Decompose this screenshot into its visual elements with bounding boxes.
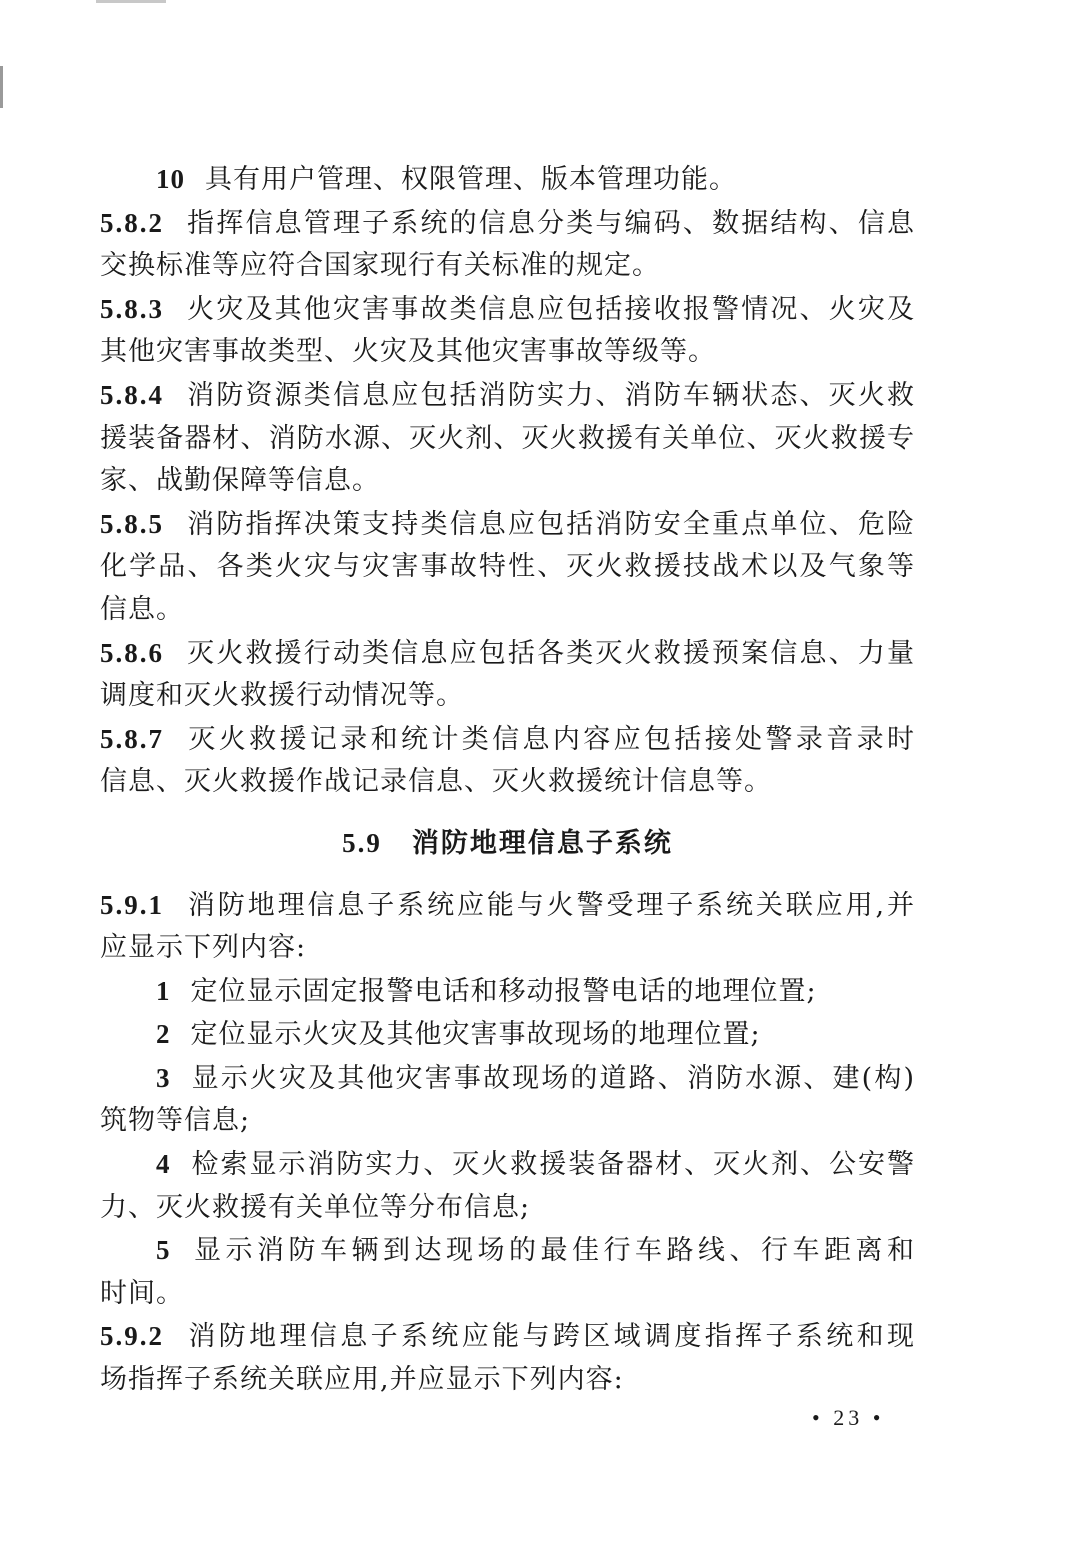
- clause-number: 5.9.2: [100, 1321, 164, 1352]
- clause-text: 交换标准等应符合国家现行有关标准的规定。: [100, 250, 660, 282]
- item-text: 力、灭火救援有关单位等分布信息;: [100, 1191, 531, 1223]
- clause-5-8-7: [100, 718, 915, 804]
- clause-text: 灭火救援记录和统计类信息内容应包括接处警录音录时: [186, 723, 915, 755]
- clause-text: 消防地理信息子系统应能与跨区域调度指挥子系统和现: [186, 1321, 915, 1353]
- item-text: 显示消防车辆到达现场的最佳行车路线、行车距离和: [190, 1235, 915, 1267]
- item-number: 10: [156, 164, 185, 194]
- item-text: 筑物等信息;: [100, 1105, 251, 1137]
- item-text: 检索显示消防实力、灭火救援装备器材、灭火剂、公安警: [190, 1149, 915, 1181]
- clause-5-8-5: [100, 503, 915, 632]
- section-heading-5-9: [100, 822, 915, 866]
- list-item-10: [100, 158, 915, 202]
- clause-number: 5.8.4: [100, 379, 164, 410]
- clause-text: 火灾及其他灾害事故类信息应包括接收报警情况、火灾及: [186, 293, 915, 325]
- clause-number: 5.8.6: [100, 637, 164, 668]
- clause-text: 场指挥子系统关联应用,并应显示下列内容:: [100, 1364, 624, 1396]
- clause-number: 5.9.1: [100, 889, 164, 920]
- item-number: 5: [156, 1235, 171, 1266]
- item-text: 定位显示固定报警电话和移动报警电话的地理位置;: [190, 975, 817, 1007]
- clause-5-9-1: [100, 884, 915, 970]
- clause-text: 消防资源类信息应包括消防实力、消防车辆状态、灭火救: [186, 379, 915, 411]
- item-number: 4: [156, 1149, 171, 1180]
- item-text: 定位显示火灾及其他灾害事故现场的地理位置;: [190, 1019, 761, 1051]
- list-item-2: [100, 1013, 915, 1057]
- item-number: 1: [156, 975, 171, 1006]
- clause-number: 5.8.7: [100, 723, 164, 754]
- section-number: 5.9: [342, 827, 382, 858]
- clause-number: 5.8.5: [100, 508, 164, 539]
- clause-text: 调度和灭火救援行动情况等。: [100, 680, 464, 712]
- clause-text: 消防指挥决策支持类信息应包括消防安全重点单位、危险: [186, 508, 915, 540]
- clause-text: 信息。: [100, 593, 184, 625]
- clause-text: 消防地理信息子系统应能与火警受理子系统关联应用,并: [186, 889, 915, 921]
- page-number: • 23 •: [812, 1405, 885, 1430]
- clause-text: 信息、灭火救援作战记录信息、灭火救援统计信息等。: [100, 766, 772, 798]
- clause-text: 指挥信息管理子系统的信息分类与编码、数据结构、信息: [186, 207, 915, 239]
- clause-5-8-4: [100, 374, 915, 503]
- document-body: [100, 158, 915, 1402]
- clause-text: 其他灾害事故类型、火灾及其他灾害事故等级等。: [100, 336, 716, 368]
- item-number: 2: [156, 1019, 171, 1050]
- clause-text: 应显示下列内容:: [100, 932, 307, 964]
- clause-5-8-3: [100, 288, 915, 374]
- clause-text: 化学品、各类火灾与灾害事故特性、灭火救援技战术以及气象等: [100, 551, 915, 583]
- clause-text: 援装备器材、消防水源、灭火剂、灭火救援有关单位、灭火救援专: [100, 422, 915, 454]
- section-title: 消防地理信息子系统: [411, 827, 673, 859]
- clause-5-8-2: [100, 202, 915, 288]
- scan-edge-mark: [0, 66, 3, 108]
- clause-number: 5.8.3: [100, 293, 164, 324]
- list-item-3: [100, 1057, 915, 1143]
- clause-number: 5.8.2: [100, 207, 164, 238]
- list-item-4: [100, 1143, 915, 1229]
- clause-text: 家、战勤保障等信息。: [100, 465, 380, 497]
- clause-text: 灭火救援行动类信息应包括各类灭火救援预案信息、力量: [186, 637, 915, 669]
- clause-5-8-6: [100, 632, 915, 718]
- scan-top-mark: [96, 0, 166, 3]
- item-text: 显示火灾及其他灾害事故现场的道路、消防水源、建(构): [190, 1062, 915, 1094]
- item-text: 具有用户管理、权限管理、版本管理功能。: [205, 164, 737, 195]
- item-text: 时间。: [100, 1277, 184, 1309]
- list-item-1: [100, 970, 915, 1014]
- list-item-5: [100, 1229, 915, 1315]
- clause-5-9-2: [100, 1315, 915, 1401]
- item-number: 3: [156, 1062, 171, 1093]
